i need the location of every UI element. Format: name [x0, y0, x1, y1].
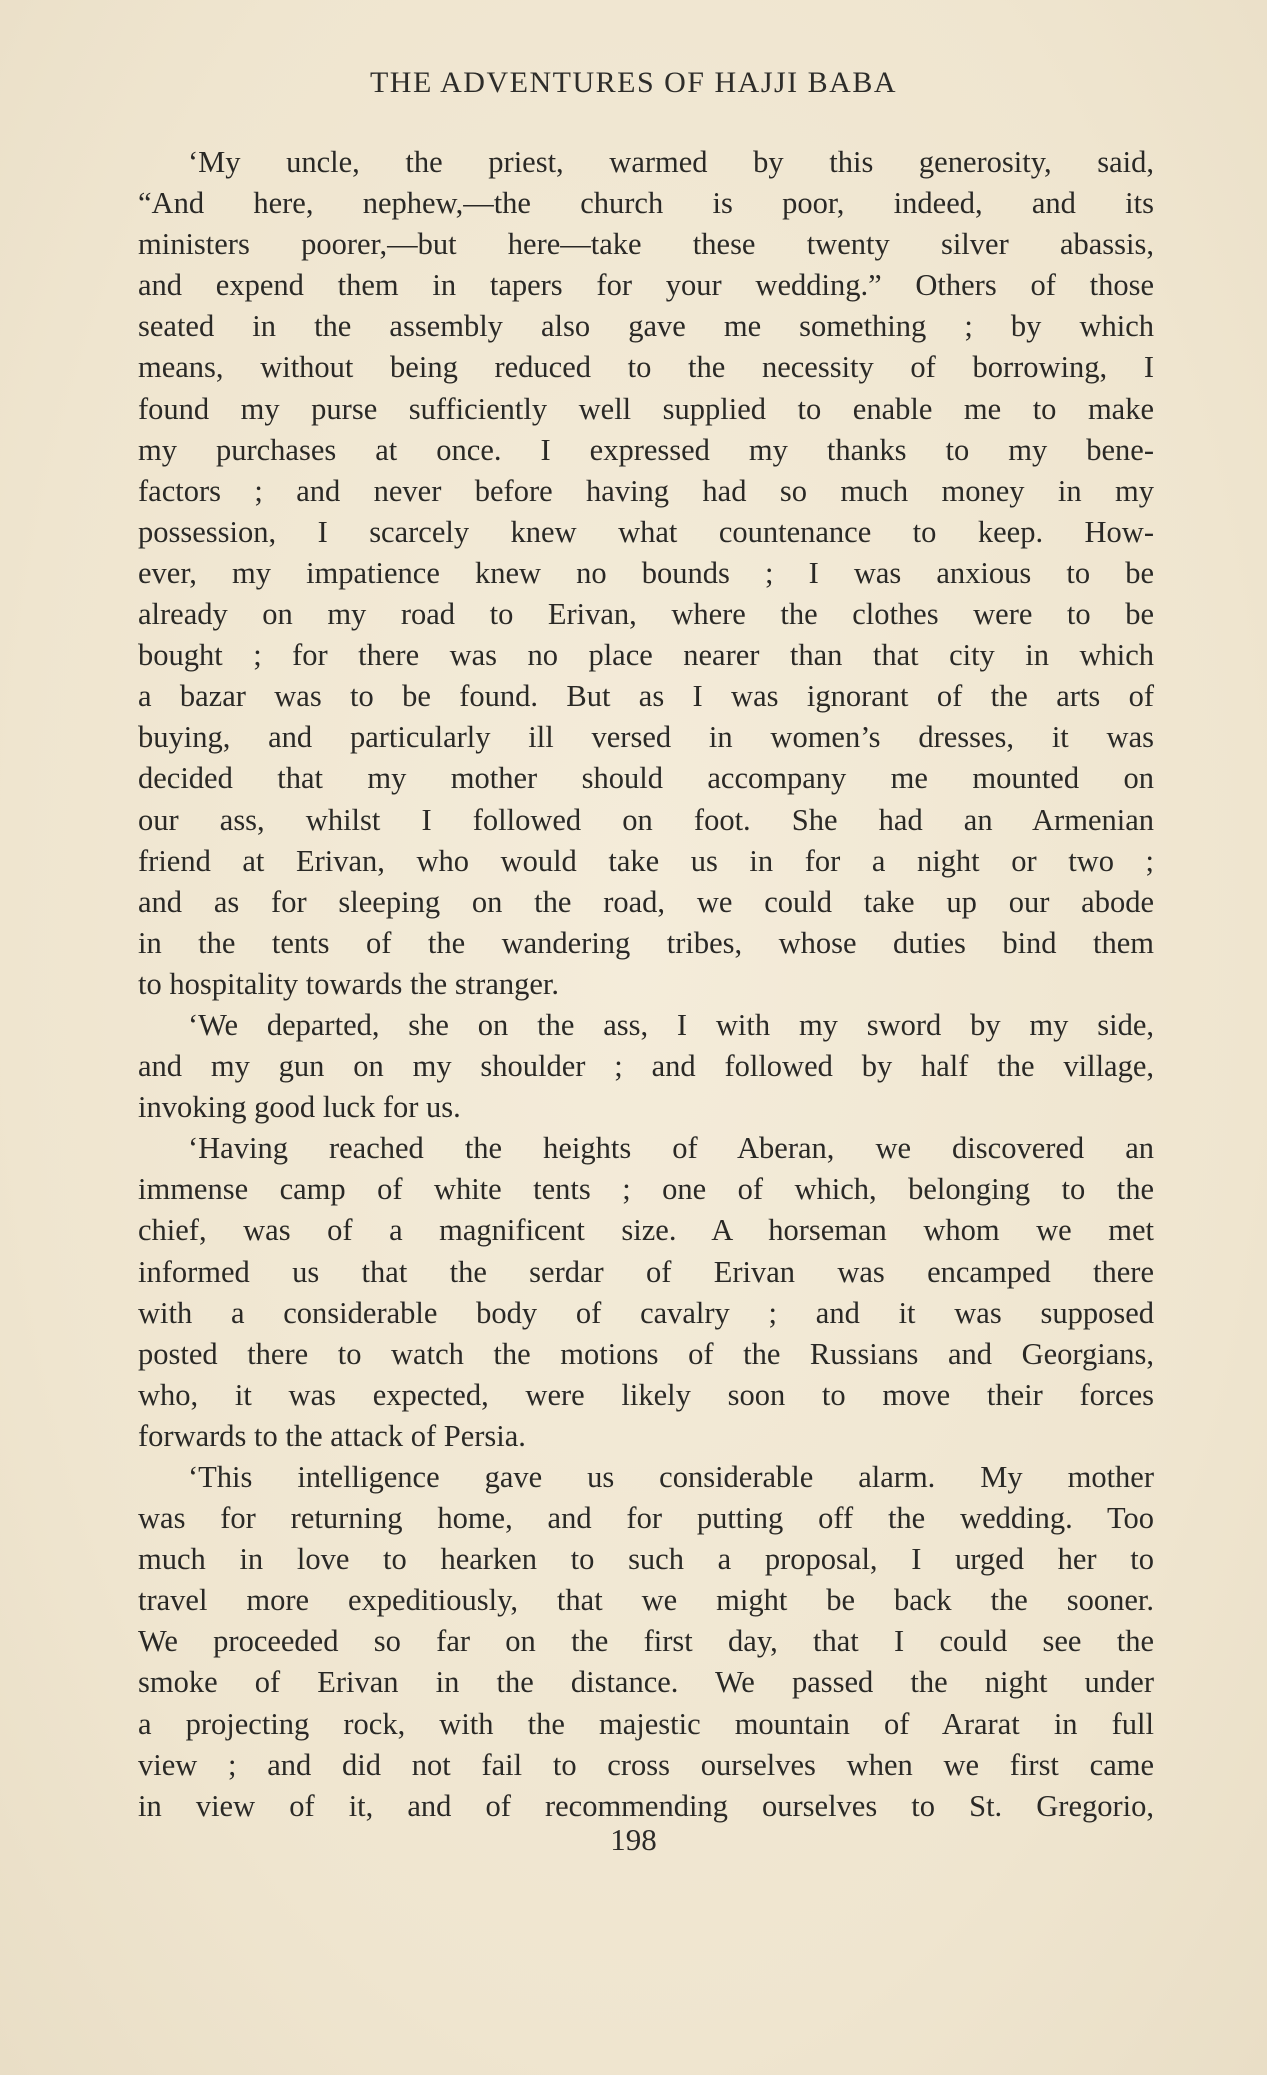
text-line: forwards to the attack of Persia.	[138, 1418, 526, 1453]
page-number: 198	[610, 1822, 657, 1857]
text-line: bought ; for there was no place nearer than that city in which	[138, 638, 1154, 673]
text-line: invoking good luck for us.	[138, 1090, 461, 1125]
text-line: and as for sleeping on the road, we could take up our abode	[138, 884, 1154, 919]
text-line: and my gun on my shoulder ; and followed by half the village,	[138, 1049, 1154, 1084]
text-line: informed us that the serdar of Erivan was encamped there	[138, 1254, 1154, 1289]
text-line: a projecting rock, with the majestic mountain of Ararat in full	[138, 1706, 1154, 1741]
text-line: with a considerable body of cavalry ; and it was supposed	[138, 1295, 1154, 1330]
text-line: in the tents of the wandering tribes, whose duties bind them	[138, 925, 1154, 960]
text-line: immense camp of white tents ; one of which, belonging to the	[138, 1172, 1154, 1207]
body-text	[138, 142, 1154, 1827]
text-line: means, without being reduced to the necessity of borrowing, I	[138, 350, 1154, 385]
text-line: ‘Having reached the heights of Aberan, we discovered an	[188, 1131, 1154, 1166]
text-line: my purchases at once. I expressed my thanks to my bene-	[138, 432, 1154, 467]
text-line: was for returning home, and for putting off the wedding. Too	[138, 1501, 1154, 1536]
text-line: to hospitality towards the stranger.	[138, 966, 559, 1001]
text-line: much in love to hearken to such a proposal, I urged her to	[138, 1542, 1154, 1577]
text-line: possession, I scarcely knew what countenance to keep. How-	[138, 514, 1154, 549]
text-line: travel more expeditiously, that we might be back the sooner.	[138, 1583, 1154, 1618]
text-line: view ; and did not fail to cross ourselves when we first came	[138, 1747, 1154, 1782]
text-line: friend at Erivan, who would take us in for a night or two ;	[138, 843, 1154, 878]
text-line: posted there to watch the motions of the Russians and Georgians,	[138, 1336, 1154, 1371]
text-line: ministers poorer,—but here—take these twenty silver abassis,	[138, 227, 1154, 262]
text-line: buying, and particularly ill versed in women’s dresses, it was	[138, 720, 1154, 755]
text-line: seated in the assembly also gave me something ; by which	[138, 309, 1154, 344]
running-head: THE ADVENTURES OF HAJJI BABA	[369, 66, 898, 99]
text-line: ‘My uncle, the priest, warmed by this generosity, said,	[188, 145, 1154, 179]
text-line: in view of it, and of recommending ourselves to St. Gregorio,	[138, 1788, 1154, 1823]
text-line: smoke of Erivan in the distance. We passed the night under	[138, 1665, 1154, 1700]
text-line: and expend them in tapers for your wedding.” Others of those	[138, 268, 1154, 303]
text-line: decided that my mother should accompany me mounted on	[138, 761, 1154, 796]
text-line: ‘We departed, she on the ass, I with my sword by my side,	[188, 1007, 1154, 1042]
text-line: ever, my impatience knew no bounds ; I was anxious to be	[138, 555, 1154, 590]
text-line: who, it was expected, were likely soon to move their forces	[138, 1377, 1154, 1412]
text-line: chief, was of a magnificent size. A horseman whom we met	[138, 1213, 1154, 1248]
text-line: a bazar was to be found. But as I was ignorant of the arts of	[138, 679, 1154, 714]
text-line: found my purse sufficiently well supplied to enable me to make	[138, 391, 1154, 426]
text-line: “And here, nephew,—the church is poor, indeed, and its	[138, 186, 1154, 221]
text-line: We proceeded so far on the first day, that I could see the	[138, 1624, 1154, 1659]
text-line: ‘This intelligence gave us considerable alarm. My mother	[188, 1460, 1154, 1494]
text-line: factors ; and never before having had so much money in my	[138, 473, 1154, 508]
text-line: already on my road to Erivan, where the clothes were to be	[138, 597, 1154, 632]
text-line: our ass, whilst I followed on foot. She had an Armenian	[138, 802, 1154, 837]
